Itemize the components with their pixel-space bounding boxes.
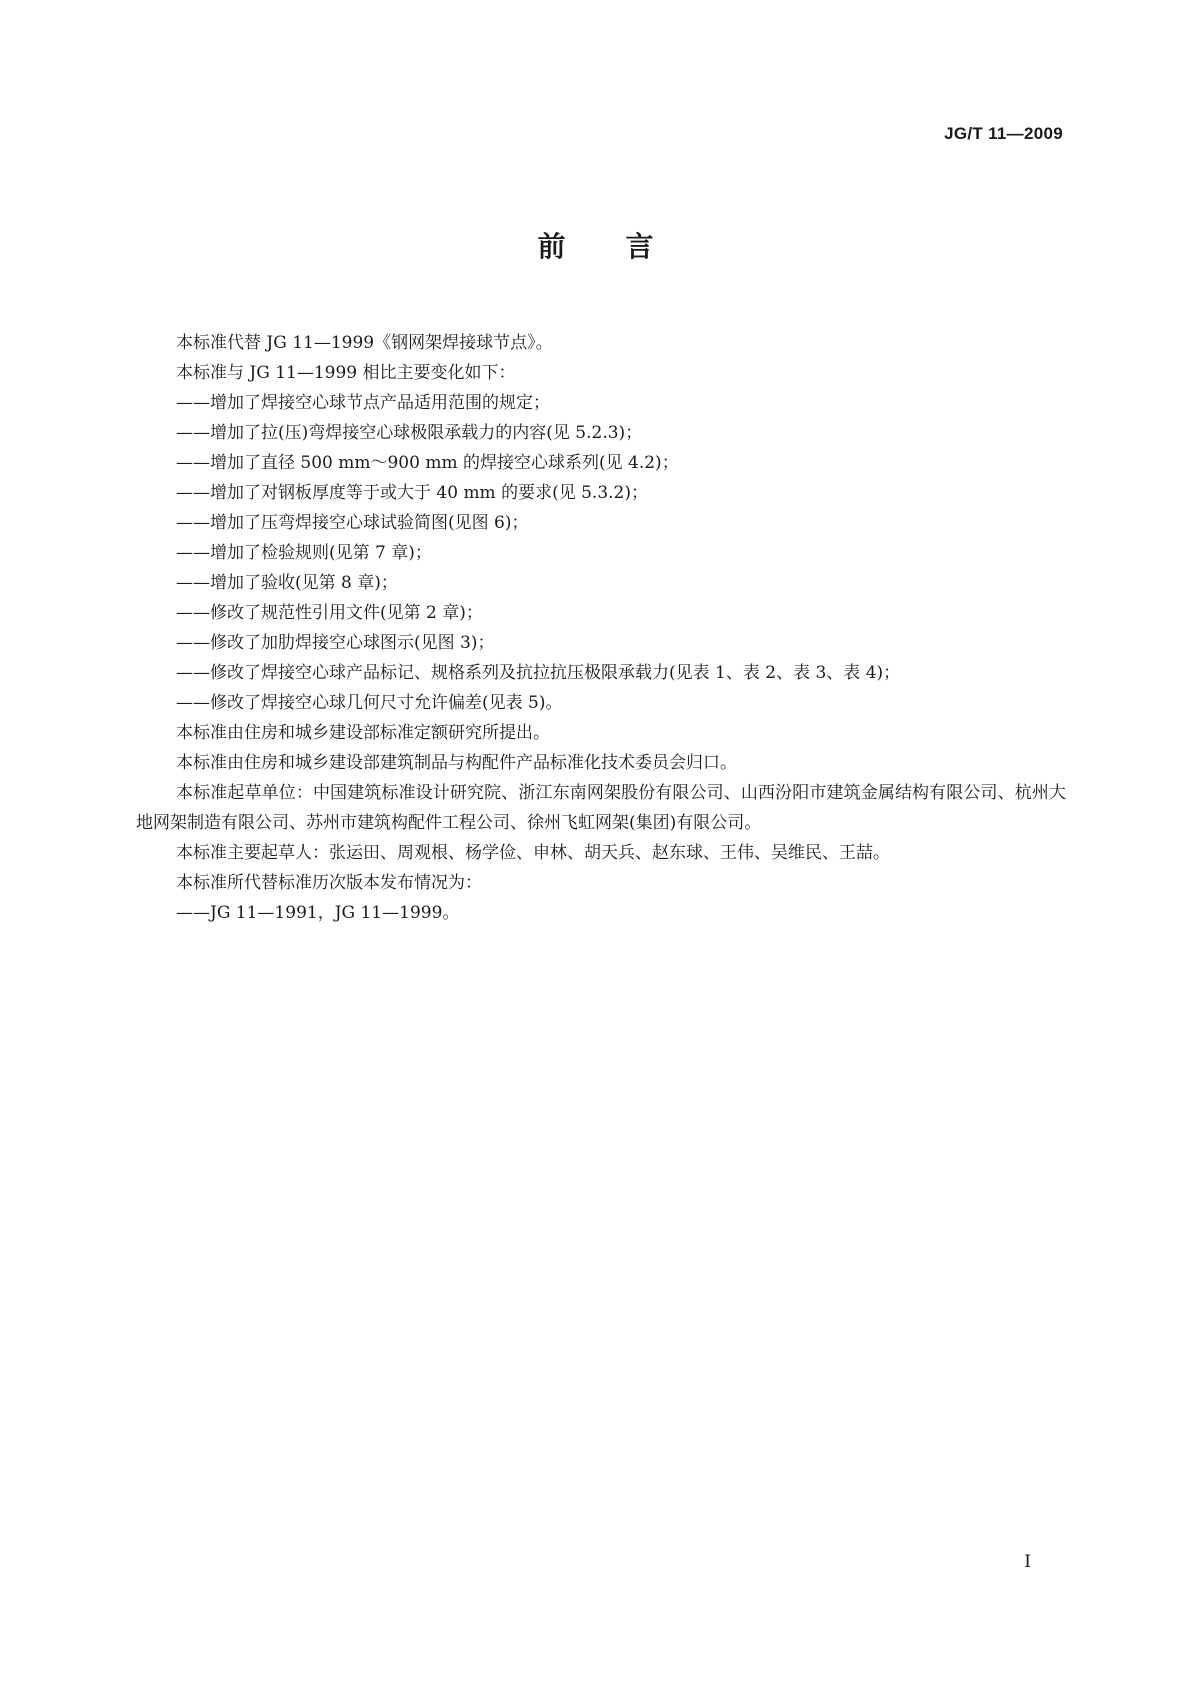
list-item: ——修改了规范性引用文件(见第 2 章)； xyxy=(176,603,483,623)
page-title: 前言 xyxy=(537,230,714,263)
list-item: ——修改了焊接空心球产品标记、规格系列及抗拉抗压极限承载力(见表 1、表 2、表 3、表 4)； xyxy=(176,663,901,683)
list-item: ——增加了直径 500 mm～900 mm 的焊接空心球系列(见 4.2)； xyxy=(176,453,679,473)
paragraph-replaces: 本标准代替 JG 11—1999《钢网架焊接球节点》。 xyxy=(176,333,553,353)
paragraph-drafters: 本标准主要起草人：张运田、周观根、杨学俭、申林、胡天兵、赵东球、王伟、吴维民、王喆。 xyxy=(176,843,890,863)
list-item: ——增加了对钢板厚度等于或大于 40 mm 的要求(见 5.3.2)； xyxy=(176,483,649,503)
list-item: ——修改了加肋焊接空心球图示(见图 3)； xyxy=(176,633,495,653)
document-number: JG/T 11—2009 xyxy=(944,124,1063,143)
page-number: I xyxy=(1024,1552,1031,1572)
list-item: ——增加了检验规则(见第 7 章)； xyxy=(176,543,432,563)
list-item: ——增加了焊接空心球节点产品适用范围的规定； xyxy=(176,393,550,413)
list-item: ——修改了焊接空心球几何尺寸允许偏差(见表 5)。 xyxy=(176,693,563,713)
preface-body xyxy=(136,328,1066,928)
paragraph-proposed-by: 本标准由住房和城乡建设部标准定额研究所提出。 xyxy=(176,723,550,743)
paragraph-history-intro: 本标准所代替标准历次版本发布情况为： xyxy=(176,873,482,893)
list-item: ——增加了验收(见第 8 章)； xyxy=(176,573,398,593)
paragraph-drafting-units: 本标准起草单位：中国建筑标准设计研究院、浙江东南网架股份有限公司、山西汾阳市建筑金属结构有限公司、杭州大地网架制造有限公司、苏州市建筑构配件工程公司、徐州飞虹网架(集团)有限公司。 xyxy=(136,783,1066,833)
list-item: ——JG 11—1991，JG 11—1999。 xyxy=(176,903,460,923)
paragraph-administered-by: 本标准由住房和城乡建设部建筑制品与构配件产品标准化技术委员会归口。 xyxy=(176,753,737,773)
list-item: ——增加了压弯焊接空心球试验简图(见图 6)； xyxy=(176,513,529,533)
paragraph-changes-intro: 本标准与 JG 11—1999 相比主要变化如下： xyxy=(176,363,516,383)
list-item: ——增加了拉(压)弯焊接空心球极限承载力的内容(见 5.2.3)； xyxy=(176,423,643,443)
